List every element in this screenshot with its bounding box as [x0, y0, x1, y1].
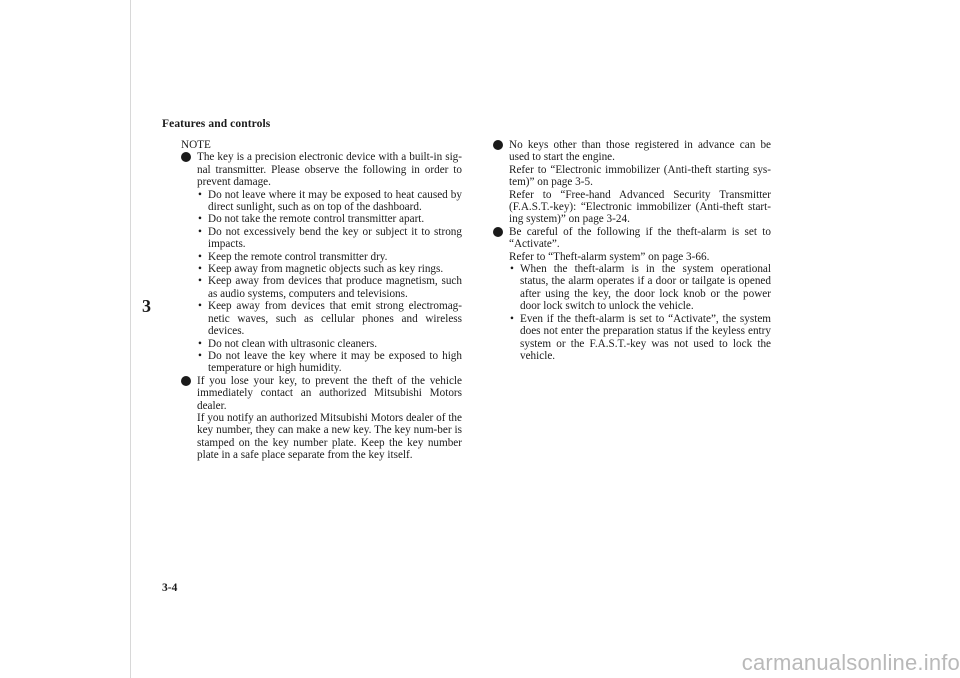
- sub-item-text: Do not excessively bend the key or subject it to strong impacts.: [208, 225, 462, 251]
- sub-item: [197, 275, 462, 300]
- sub-bullet-icon: •: [198, 337, 202, 350]
- sub-item: [197, 300, 462, 337]
- sub-item: [197, 251, 462, 263]
- bullet-dot-icon: [181, 376, 191, 386]
- note-bullet: [493, 139, 771, 226]
- sub-item: [197, 350, 462, 375]
- sub-item: [197, 263, 462, 275]
- sub-item: [197, 226, 462, 251]
- sub-bullet-icon: •: [198, 349, 202, 362]
- watermark-link[interactable]: carmanualsonline.info: [741, 650, 960, 675]
- sub-item-text: Do not leave where it may be exposed to heat caused by direct sunlight, such as on top of the dashboard.: [208, 188, 462, 214]
- sub-item: [197, 213, 462, 225]
- sub-item: [197, 338, 462, 350]
- bullet-text: Refer to “Theft-alarm system” on page 3-66.: [509, 250, 710, 263]
- sub-item-text: Do not clean with ultrasonic cleaners.: [208, 337, 377, 350]
- bullet-text: The key is a precision electronic device with a built-in sig-nal transmitter. Please observe the following in order to prevent damage.: [197, 151, 462, 189]
- sub-bullet-icon: •: [510, 263, 514, 276]
- bullet-text: If you notify an authorized Mitsubishi Motors dealer of the key number, they can make a new key. The key num-ber is stamped on the key number plate. Keep the key number plate in a safe place separate from the key itself.: [197, 411, 462, 462]
- sub-bullet-icon: •: [198, 213, 202, 226]
- sub-bullet-icon: •: [198, 263, 202, 276]
- sub-item-text: Keep away from devices that emit strong electromag-netic waves, such as cellular phones and wireless devices.: [208, 300, 462, 338]
- bullet-dot-icon: [181, 152, 191, 162]
- sub-item-text: Do not leave the key where it may be exposed to high temperature or high humidity.: [208, 349, 462, 375]
- sub-bullet-icon: •: [198, 225, 202, 238]
- sub-item-text: Keep away from magnetic objects such as key rings.: [208, 263, 444, 276]
- sub-bullet-icon: •: [198, 188, 202, 201]
- sub-bullet-icon: •: [198, 275, 202, 288]
- sub-bullet-icon: •: [198, 250, 202, 263]
- chapter-tab-divider: [130, 0, 172, 678]
- sub-bullet-icon: •: [510, 312, 514, 325]
- note-label: NOTE: [181, 139, 211, 151]
- bullet-dot-icon: [493, 140, 503, 150]
- sub-item-text: Keep away from devices that produce magnetism, such as audio systems, computers and televisions.: [208, 275, 462, 300]
- sub-item: [197, 189, 462, 214]
- sub-item-text: When the theft-alarm is in the system operational status, the alarm operates if a door or tailgate is opened after using the key, the door lock knob or the power door lock switch to unlock the vehicle.: [520, 263, 771, 313]
- sub-item: [509, 263, 771, 313]
- sub-item-text: Keep the remote control transmitter dry.: [208, 250, 388, 263]
- note-bullet: [181, 151, 462, 374]
- bullet-text: Be careful of the following if the theft-alarm is set to “Activate”.: [509, 225, 771, 251]
- bullet-text: Refer to “Free-hand Advanced Security Transmitter (F.A.S.T.-key): “Electronic immobilizer (Anti-theft start-ing system)” on page 3-24.: [509, 188, 771, 226]
- note-bullet: [493, 226, 771, 362]
- bullet-text: Refer to “Electronic immobilizer (Anti-theft starting sys-tem)” on page 3-5.: [509, 163, 771, 189]
- right-column: [493, 139, 771, 362]
- bullet-text: If you lose your key, to prevent the theft of the vehicle immediately contact an authorized Mitsubishi Motors dealer.: [197, 374, 462, 412]
- section-header: Features and controls: [162, 118, 271, 130]
- sub-item-text: Do not take the remote control transmitter apart.: [208, 213, 425, 226]
- chapter-number: 3: [142, 296, 151, 316]
- sub-bullet-icon: •: [198, 300, 202, 313]
- note-bullet: [181, 375, 462, 462]
- sub-item: [509, 313, 771, 363]
- bullet-dot-icon: [493, 227, 503, 237]
- sub-item-text: Even if the theft-alarm is set to “Activate”, the system does not enter the preparation status if the keyless entry system or the F.A.S.T.-key was not used to lock the vehicle.: [520, 312, 771, 362]
- page-number: 3-4: [162, 582, 178, 594]
- bullet-text: No keys other than those registered in advance can be used to start the engine.: [509, 139, 771, 164]
- left-column: [181, 139, 462, 462]
